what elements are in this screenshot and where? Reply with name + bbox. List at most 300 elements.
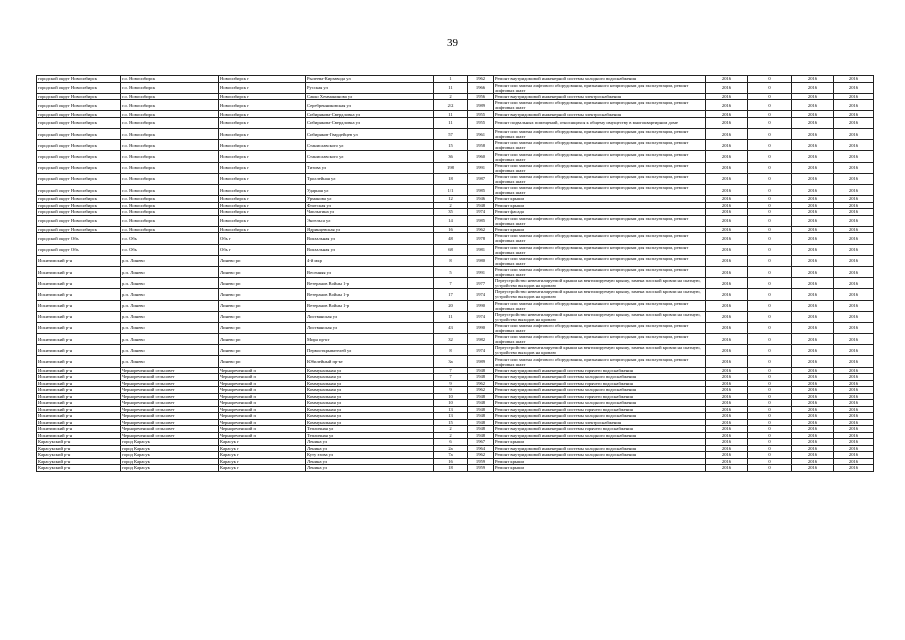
start-year-cell: 2016 xyxy=(792,209,834,216)
locality-cell: Новосибирск г xyxy=(219,226,306,233)
value-cell: 0 xyxy=(748,185,792,196)
street-cell: Тепличная ул xyxy=(306,426,434,433)
plan-year-cell: 2016 xyxy=(706,387,748,394)
settlement-cell: г.о. Обь xyxy=(121,233,219,244)
plan-year-cell: 2016 xyxy=(706,300,748,311)
municipality-cell: Искитимский р-н xyxy=(37,387,121,394)
street-cell: Сакко Хемманинова ул xyxy=(306,93,434,100)
year-cell: 1964 xyxy=(468,445,494,452)
work-type-cell: Ремонт внутридомовой инженерной системы электроснабжения xyxy=(494,111,706,118)
start-year-cell: 2016 xyxy=(792,278,834,289)
street-cell: Куту ззова ул xyxy=(306,452,434,459)
house-number-cell: 11 xyxy=(434,82,468,93)
street-cell: Листвянская ул xyxy=(306,311,434,322)
street-cell: Коммунальная ул xyxy=(306,387,434,394)
plan-year-cell: 2016 xyxy=(706,439,748,446)
end-year-cell: 2016 xyxy=(834,426,874,433)
table-row xyxy=(37,215,874,226)
work-type-cell: Ремонт внутридомовой инженерной системы горячего водоснабжения xyxy=(494,426,706,433)
end-year-cell: 2016 xyxy=(834,117,874,128)
plan-year-cell: 2016 xyxy=(706,406,748,413)
locality-cell: Новосибирск г xyxy=(219,151,306,162)
street-cell: Чаплыгина ул xyxy=(306,209,434,216)
plan-year-cell: 2016 xyxy=(706,185,748,196)
locality-cell: Карасук г xyxy=(219,458,306,465)
house-number-cell: 7 xyxy=(434,367,468,374)
year-cell: 1962 xyxy=(468,452,494,459)
end-year-cell: 2016 xyxy=(834,173,874,184)
municipality-cell: Карасукский р-н xyxy=(37,452,121,459)
plan-year-cell: 2016 xyxy=(706,426,748,433)
street-cell: Русская ул xyxy=(306,82,434,93)
start-year-cell: 2016 xyxy=(792,255,834,266)
work-type-cell: Ремонт или замена лифтового оборудования, признанного непригодным для эксплуатации, ремонт лифтовых шахт xyxy=(494,356,706,367)
street-cell: Станиславского ул xyxy=(306,151,434,162)
work-type-cell: Переустройство невентилируемой крыши на вентилируемую крышу, замена плоской кровли на скатную, устройство выходов на кровлю xyxy=(494,345,706,356)
house-number-cell: 2 xyxy=(434,426,468,433)
locality-cell: Новосибирск г xyxy=(219,202,306,209)
settlement-cell: Чернореченский сельсовет xyxy=(121,393,219,400)
street-cell: Ударная ул xyxy=(306,185,434,196)
value-cell: 0 xyxy=(748,289,792,300)
year-cell: 1991 xyxy=(468,266,494,277)
end-year-cell: 2016 xyxy=(834,439,874,446)
locality-cell: Новосибирск г xyxy=(219,173,306,184)
locality-cell: Чернореченский п xyxy=(219,380,306,387)
street-cell: Урманова ул xyxy=(306,196,434,203)
house-number-cell: 11 xyxy=(434,311,468,322)
end-year-cell: 2016 xyxy=(834,289,874,300)
municipality-cell: Искитимский р-н xyxy=(37,289,121,300)
value-cell: 0 xyxy=(748,393,792,400)
end-year-cell: 2016 xyxy=(834,255,874,266)
street-cell: Листвянская ул xyxy=(306,322,434,333)
street-cell: Тепличная ул xyxy=(306,432,434,439)
street-cell: Вокзальная ул xyxy=(306,244,434,255)
plan-year-cell: 2016 xyxy=(706,432,748,439)
municipality-cell: городской округ Новосибирск xyxy=(37,76,121,83)
street-cell: Коммунальная ул xyxy=(306,393,434,400)
municipality-cell: Искитимский р-н xyxy=(37,345,121,356)
value-cell: 0 xyxy=(748,311,792,322)
house-number-cell: 8 xyxy=(434,345,468,356)
work-type-cell: Ремонт крыши xyxy=(494,202,706,209)
table-row xyxy=(37,289,874,300)
house-number-cell: 6 xyxy=(434,439,468,446)
work-type-cell: Ремонт внутридомовой инженерной системы холодного водоснабжения xyxy=(494,400,706,407)
locality-cell: Линево рп xyxy=(219,345,306,356)
settlement-cell: р.п. Линево xyxy=(121,289,219,300)
table-row xyxy=(37,244,874,255)
locality-cell: Чернореченский п xyxy=(219,374,306,381)
end-year-cell: 2016 xyxy=(834,202,874,209)
street-cell: Коммунальная ул xyxy=(306,406,434,413)
plan-year-cell: 2016 xyxy=(706,419,748,426)
municipality-cell: Искитимский р-н xyxy=(37,334,121,345)
start-year-cell: 2016 xyxy=(792,93,834,100)
house-number-cell: 17 xyxy=(434,289,468,300)
house-number-cell: 13 xyxy=(434,413,468,420)
settlement-cell: р.п. Линево xyxy=(121,345,219,356)
end-year-cell: 2016 xyxy=(834,278,874,289)
end-year-cell: 2016 xyxy=(834,374,874,381)
locality-cell: Линево рп xyxy=(219,356,306,367)
year-cell: 1966 xyxy=(468,82,494,93)
page-number: 39 xyxy=(447,37,458,49)
locality-cell: Карасук г xyxy=(219,452,306,459)
plan-year-cell: 2016 xyxy=(706,465,748,472)
start-year-cell: 2016 xyxy=(792,111,834,118)
locality-cell: Чернореченский п xyxy=(219,387,306,394)
value-cell: 0 xyxy=(748,82,792,93)
value-cell: 0 xyxy=(748,300,792,311)
end-year-cell: 2016 xyxy=(834,162,874,173)
end-year-cell: 2016 xyxy=(834,215,874,226)
year-cell: 1974 xyxy=(468,311,494,322)
value-cell: 0 xyxy=(748,93,792,100)
municipality-cell: Искитимский р-н xyxy=(37,311,121,322)
value-cell: 0 xyxy=(748,100,792,111)
work-type-cell: Ремонт внутридомовой инженерной системы холодного водоснабжения xyxy=(494,452,706,459)
year-cell: 1985 xyxy=(468,185,494,196)
house-number-cell: 10 xyxy=(434,400,468,407)
end-year-cell: 2016 xyxy=(834,100,874,111)
start-year-cell: 2016 xyxy=(792,345,834,356)
value-cell: 0 xyxy=(748,196,792,203)
plan-year-cell: 2016 xyxy=(706,413,748,420)
value-cell: 0 xyxy=(748,426,792,433)
locality-cell: Новосибирск г xyxy=(219,93,306,100)
plan-year-cell: 2016 xyxy=(706,111,748,118)
street-cell: Сибирякова-Свердловка ул xyxy=(306,117,434,128)
value-cell: 0 xyxy=(748,244,792,255)
house-number-cell: 7 xyxy=(434,374,468,381)
municipality-cell: Искитимский р-н xyxy=(37,374,121,381)
plan-year-cell: 2016 xyxy=(706,311,748,322)
end-year-cell: 2016 xyxy=(834,244,874,255)
plan-year-cell: 2016 xyxy=(706,76,748,83)
work-type-cell: Ремонт или замена лифтового оборудования, признанного непригодным для эксплуатации, ремонт лифтовых шахт xyxy=(494,266,706,277)
locality-cell: Новосибирск г xyxy=(219,100,306,111)
year-cell: 1989 xyxy=(468,100,494,111)
settlement-cell: г.о. Новосибирск xyxy=(121,185,219,196)
municipality-cell: Искитимский р-н xyxy=(37,266,121,277)
house-number-cell: 1/1 xyxy=(434,185,468,196)
start-year-cell: 2016 xyxy=(792,266,834,277)
end-year-cell: 2016 xyxy=(834,93,874,100)
house-number-cell: 10 xyxy=(434,393,468,400)
locality-cell: Линево рп xyxy=(219,311,306,322)
end-year-cell: 2016 xyxy=(834,129,874,140)
settlement-cell: Чернореченский сельсовет xyxy=(121,400,219,407)
work-type-cell: Ремонт или замена лифтового оборудования, признанного непригодным для эксплуатации, ремонт лифтовых шахт xyxy=(494,300,706,311)
end-year-cell: 2016 xyxy=(834,140,874,151)
street-cell: Коммунальная ул xyxy=(306,367,434,374)
start-year-cell: 2016 xyxy=(792,300,834,311)
value-cell: 0 xyxy=(748,129,792,140)
end-year-cell: 2016 xyxy=(834,419,874,426)
year-cell: 1955 xyxy=(468,117,494,128)
value-cell: 0 xyxy=(748,266,792,277)
start-year-cell: 2016 xyxy=(792,419,834,426)
end-year-cell: 2016 xyxy=(834,311,874,322)
end-year-cell: 2016 xyxy=(834,400,874,407)
settlement-cell: г.о. Новосибирск xyxy=(121,82,219,93)
year-cell: 1974 xyxy=(468,345,494,356)
start-year-cell: 2016 xyxy=(792,196,834,203)
municipality-cell: городской округ Новосибирск xyxy=(37,196,121,203)
house-number-cell: 15 xyxy=(434,419,468,426)
locality-cell: Линево рп xyxy=(219,255,306,266)
end-year-cell: 2016 xyxy=(834,322,874,333)
settlement-cell: город Карасук xyxy=(121,439,219,446)
settlement-cell: р.п. Линево xyxy=(121,300,219,311)
municipality-cell: городской округ Новосибирск xyxy=(37,226,121,233)
start-year-cell: 2016 xyxy=(792,380,834,387)
settlement-cell: г.о. Новосибирск xyxy=(121,76,219,83)
end-year-cell: 2016 xyxy=(834,432,874,439)
plan-year-cell: 2016 xyxy=(706,93,748,100)
plan-year-cell: 2016 xyxy=(706,374,748,381)
end-year-cell: 2016 xyxy=(834,209,874,216)
end-year-cell: 2016 xyxy=(834,413,874,420)
plan-year-cell: 2016 xyxy=(706,173,748,184)
plan-year-cell: 2016 xyxy=(706,400,748,407)
plan-year-cell: 2016 xyxy=(706,129,748,140)
street-cell: Сибирякова-Свердловка ул xyxy=(306,111,434,118)
house-number-cell: 2а xyxy=(434,445,468,452)
year-cell: 1962 xyxy=(468,387,494,394)
work-type-cell: Ремонт или замена лифтового оборудования, признанного непригодным для эксплуатации, ремонт лифтовых шахт xyxy=(494,129,706,140)
settlement-cell: город Карасук xyxy=(121,445,219,452)
street-cell: Ветеранов Войны 1-р xyxy=(306,300,434,311)
year-cell: 1946 xyxy=(468,196,494,203)
value-cell: 0 xyxy=(748,233,792,244)
value-cell: 0 xyxy=(748,400,792,407)
year-cell: 1959 xyxy=(468,465,494,472)
start-year-cell: 2016 xyxy=(792,185,834,196)
work-type-cell: Переустройство невентилируемой крыши на вентилируемую крышу, замена плоской кровли на скатную, устройство выходов на кровлю xyxy=(494,311,706,322)
house-number-cell: 57 xyxy=(434,129,468,140)
end-year-cell: 2016 xyxy=(834,393,874,400)
plan-year-cell: 2016 xyxy=(706,255,748,266)
plan-year-cell: 2016 xyxy=(706,278,748,289)
value-cell: 0 xyxy=(748,162,792,173)
start-year-cell: 2016 xyxy=(792,82,834,93)
municipality-cell: городской округ Новосибирск xyxy=(37,111,121,118)
municipality-cell: городской округ Новосибирск xyxy=(37,215,121,226)
locality-cell: Новосибирск г xyxy=(219,162,306,173)
street-cell: Вокзальная ул xyxy=(306,233,434,244)
locality-cell: Чернореченский п xyxy=(219,432,306,439)
end-year-cell: 2016 xyxy=(834,406,874,413)
plan-year-cell: 2016 xyxy=(706,117,748,128)
start-year-cell: 2016 xyxy=(792,400,834,407)
house-number-cell: 7а xyxy=(434,452,468,459)
municipality-cell: городской округ Новосибирск xyxy=(37,209,121,216)
start-year-cell: 2016 xyxy=(792,426,834,433)
table-row xyxy=(37,300,874,311)
house-number-cell: 5 xyxy=(434,266,468,277)
work-type-cell: Ремонт или замена лифтового оборудования, признанного непригодным для эксплуатации, ремонт лифтовых шахт xyxy=(494,233,706,244)
end-year-cell: 2016 xyxy=(834,226,874,233)
plan-year-cell: 2016 xyxy=(706,322,748,333)
locality-cell: Чернореченский п xyxy=(219,419,306,426)
plan-year-cell: 2016 xyxy=(706,289,748,300)
settlement-cell: г.о. Новосибирск xyxy=(121,162,219,173)
table-row xyxy=(37,345,874,356)
plan-year-cell: 2016 xyxy=(706,334,748,345)
year-cell: 1948 xyxy=(468,367,494,374)
start-year-cell: 2016 xyxy=(792,100,834,111)
start-year-cell: 2016 xyxy=(792,445,834,452)
plan-year-cell: 2016 xyxy=(706,380,748,387)
municipality-cell: Искитимский р-н xyxy=(37,426,121,433)
street-cell: Ленина ул xyxy=(306,439,434,446)
locality-cell: Линево рп xyxy=(219,278,306,289)
settlement-cell: Чернореченский сельсовет xyxy=(121,413,219,420)
municipality-cell: Искитимский р-н xyxy=(37,300,121,311)
plan-year-cell: 2016 xyxy=(706,445,748,452)
street-cell: Серебренниковская ул xyxy=(306,100,434,111)
municipality-cell: Искитимский р-н xyxy=(37,419,121,426)
settlement-cell: р.п. Линево xyxy=(121,266,219,277)
plan-year-cell: 2016 xyxy=(706,226,748,233)
municipality-cell: Искитимский р-н xyxy=(37,432,121,439)
street-cell: Коммунальная ул xyxy=(306,413,434,420)
work-type-cell: Ремонт или замена лифтового оборудования, признанного непригодным для эксплуатации, ремонт лифтовых шахт xyxy=(494,334,706,345)
locality-cell: Новосибирск г xyxy=(219,129,306,140)
plan-year-cell: 2016 xyxy=(706,458,748,465)
settlement-cell: р.п. Линево xyxy=(121,322,219,333)
value-cell: 0 xyxy=(748,322,792,333)
house-number-cell: 198 xyxy=(434,162,468,173)
settlement-cell: город Карасук xyxy=(121,452,219,459)
end-year-cell: 2016 xyxy=(834,300,874,311)
house-number-cell: 2 xyxy=(434,432,468,439)
value-cell: 0 xyxy=(748,151,792,162)
locality-cell: Карасук г xyxy=(219,439,306,446)
value-cell: 0 xyxy=(748,255,792,266)
municipality-cell: Искитимский р-н xyxy=(37,393,121,400)
year-cell: 1987 xyxy=(468,173,494,184)
work-type-cell: Ремонт внутридомовой инженерной системы горячего водоснабжения xyxy=(494,367,706,374)
locality-cell: Новосибирск г xyxy=(219,209,306,216)
year-cell: 1948 xyxy=(468,419,494,426)
start-year-cell: 2016 xyxy=(792,226,834,233)
work-type-cell: Ремонт или замена лифтового оборудования, признанного непригодным для эксплуатации, ремонт лифтовых шахт xyxy=(494,255,706,266)
year-cell: 1981 xyxy=(468,244,494,255)
table-row xyxy=(37,162,874,173)
locality-cell: Новосибирск г xyxy=(219,196,306,203)
value-cell: 0 xyxy=(748,226,792,233)
locality-cell: Новосибирск г xyxy=(219,215,306,226)
settlement-cell: г.о. Новосибирск xyxy=(121,117,219,128)
table-row xyxy=(37,322,874,333)
end-year-cell: 2016 xyxy=(834,266,874,277)
work-type-cell: Переустройство невентилируемой крыши на вентилируемую крышу, замена плоской кровли на скатную, устройство выходов на кровлю xyxy=(494,289,706,300)
locality-cell: Чернореченский п xyxy=(219,406,306,413)
locality-cell: Новосибирск г xyxy=(219,82,306,93)
locality-cell: Чернореченский п xyxy=(219,426,306,433)
plan-year-cell: 2016 xyxy=(706,393,748,400)
house-number-cell: 16 xyxy=(434,226,468,233)
work-type-cell: Переустройство невентилируемой крыши на вентилируемую крышу, замена плоской кровли на скатную, устройство выходов на кровлю xyxy=(494,278,706,289)
year-cell: 1974 xyxy=(468,289,494,300)
locality-cell: Чернореченский п xyxy=(219,413,306,420)
house-number-cell: 18 xyxy=(434,173,468,184)
year-cell: 1985 xyxy=(468,215,494,226)
value-cell: 0 xyxy=(748,140,792,151)
table-row xyxy=(37,465,874,472)
year-cell: 1948 xyxy=(468,202,494,209)
house-number-cell: 32 xyxy=(434,334,468,345)
street-cell: Ветеранов Войны 1-р xyxy=(306,289,434,300)
settlement-cell: г.о. Новосибирск xyxy=(121,226,219,233)
locality-cell: Линево рп xyxy=(219,300,306,311)
plan-year-cell: 2016 xyxy=(706,202,748,209)
capital-repair-table xyxy=(36,75,874,472)
locality-cell: Обь г xyxy=(219,244,306,255)
house-number-cell: 18 xyxy=(434,465,468,472)
municipality-cell: Искитимский р-н xyxy=(37,406,121,413)
settlement-cell: г.о. Новосибирск xyxy=(121,215,219,226)
locality-cell: Чернореченский п xyxy=(219,367,306,374)
table-body xyxy=(37,76,874,472)
street-cell: Первооткрывателей ул xyxy=(306,345,434,356)
year-cell: 1959 xyxy=(468,458,494,465)
start-year-cell: 2016 xyxy=(792,76,834,83)
house-number-cell: 7 xyxy=(434,278,468,289)
house-number-cell: 20 xyxy=(434,300,468,311)
work-type-cell: Ремонт или замена лифтового оборудования, признанного непригодным для эксплуатации, ремонт лифтовых шахт xyxy=(494,151,706,162)
settlement-cell: г.о. Новосибирск xyxy=(121,140,219,151)
municipality-cell: Карасукский р-н xyxy=(37,458,121,465)
settlement-cell: р.п. Линево xyxy=(121,255,219,266)
municipality-cell: городской округ Новосибирск xyxy=(37,162,121,173)
street-cell: Ядринцевская ул xyxy=(306,226,434,233)
settlement-cell: г.о. Новосибирск xyxy=(121,196,219,203)
value-cell: 0 xyxy=(748,76,792,83)
locality-cell: Линево рп xyxy=(219,289,306,300)
settlement-cell: р.п. Линево xyxy=(121,278,219,289)
table-row xyxy=(37,278,874,289)
house-number-cell: 12 xyxy=(434,196,468,203)
value-cell: 0 xyxy=(748,445,792,452)
start-year-cell: 2016 xyxy=(792,311,834,322)
street-cell: Энгельса ул xyxy=(306,215,434,226)
municipality-cell: Карасукский р-н xyxy=(37,439,121,446)
year-cell: 1977 xyxy=(468,278,494,289)
year-cell: 1974 xyxy=(468,209,494,216)
locality-cell: Карасук г xyxy=(219,465,306,472)
settlement-cell: Чернореченский сельсовет xyxy=(121,432,219,439)
municipality-cell: городской округ Новосибирск xyxy=(37,100,121,111)
year-cell: 1948 xyxy=(468,374,494,381)
value-cell: 0 xyxy=(748,452,792,459)
table-row xyxy=(37,334,874,345)
start-year-cell: 2016 xyxy=(792,244,834,255)
work-type-cell: Ремонт или замена лифтового оборудования, признанного непригодным для эксплуатации, ремонт лифтовых шахт xyxy=(494,162,706,173)
street-cell: Флотская ул xyxy=(306,202,434,209)
value-cell: 0 xyxy=(748,209,792,216)
year-cell: 1990 xyxy=(468,322,494,333)
value-cell: 0 xyxy=(748,111,792,118)
settlement-cell: г.о. Новосибирск xyxy=(121,129,219,140)
street-cell: Рылеева-Кирзавода ул xyxy=(306,76,434,83)
table-row xyxy=(37,266,874,277)
work-type-cell: Ремонт или замена лифтового оборудования, признанного непригодным для эксплуатации, ремонт лифтовых шахт xyxy=(494,244,706,255)
